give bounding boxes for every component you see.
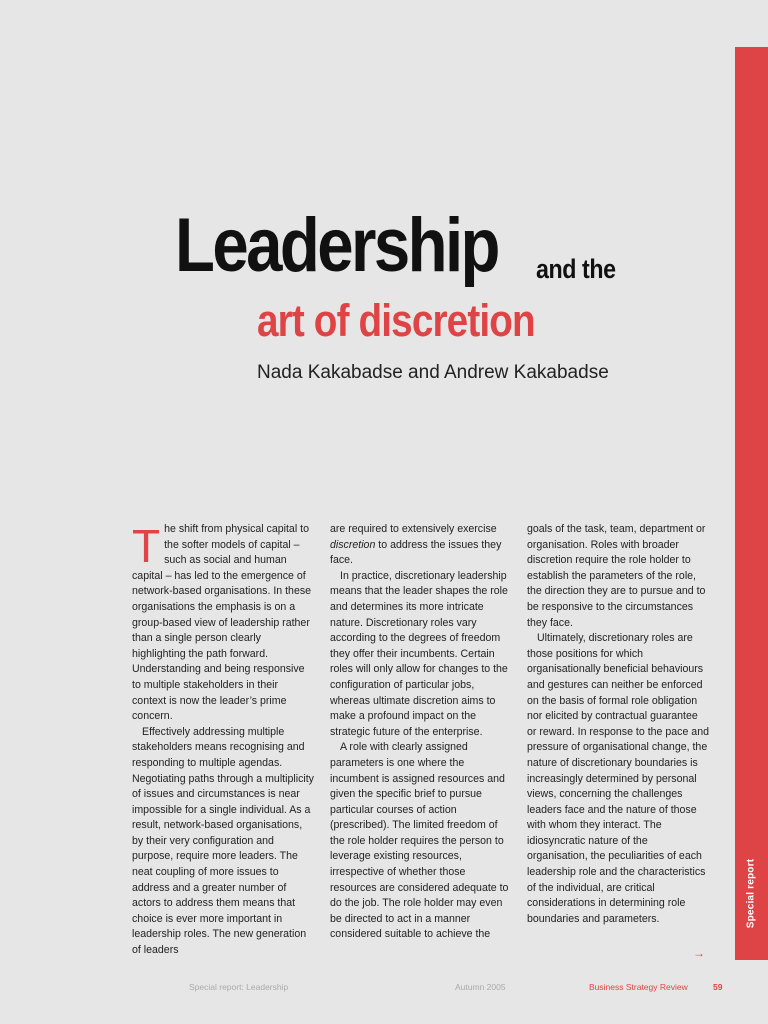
footer-section: Special report: Leadership — [189, 982, 289, 992]
emphasis-text: discretion — [330, 538, 376, 551]
text-column-2 — [330, 522, 512, 943]
article-title: Leadership — [175, 203, 498, 288]
paragraph: goals of the task, team, department or organisation. Roles with broader discretion require the role holder to establish the parameters of the role, the direction they are to pursue and to be responsive to the circumstances they face. — [527, 523, 706, 629]
text-column-3 — [527, 522, 709, 927]
footer-publication: Business Strategy Review — [589, 982, 688, 992]
paragraph: Effectively addressing multiple stakeholders means recognising and responding to multiple agendas. Negotiating paths through a multiplicity of issues and circumstances is near impossible for a single individual. As a result, network-based organisations, by their very configuration and purpose, require more leaders. The neat coupling of more issues to address and a greater number of actors to address them means that choice is ever more important in leadership roles. The new generation of leaders — [132, 725, 314, 957]
section-tab-label: Special report — [745, 858, 757, 928]
continue-arrow-icon: → — [693, 946, 705, 960]
paragraph — [132, 522, 314, 725]
title-block — [175, 203, 635, 288]
paragraph-text: he shift from physical capital to the softer models of capital – such as social and human capital – has led to the emergence of network-based organisations. In these organisations the emphasis is on a group-based view of leadership rather than a single person clearly highlighting the path forward. Understanding and being responsive to multiple stakeholders in their context is now the leader’s prime concern. — [132, 523, 312, 723]
footer-issue: Autumn 2005 — [455, 982, 506, 992]
article-title-tail: and the — [536, 254, 616, 284]
side-accent-bar — [735, 47, 768, 960]
paragraph: In practice, discretionary leadership means that the leader shapes the role and determines its more intricate nature. Discretionary roles vary according to the degrees of freedom they offer their incumbents. Certain roles will only allow for changes to the configuration of particular jobs, whereas ultimate discretion aims to make a profound impact on the strategic future of the enterprise. — [330, 569, 508, 738]
page-number: 59 — [713, 982, 723, 992]
text-column-1 — [132, 522, 314, 959]
paragraph-text: to address the issues they face. — [330, 538, 502, 567]
paragraph — [330, 522, 512, 569]
paragraph-text: are required to extensively exercise — [330, 523, 497, 535]
paragraph: A role with clearly assigned parameters is one where the incumbent is assigned resources and given the specific brief to pursue particular courses of action (prescribed). The limited freedom of the role holder requires the person to leverage existing resources, irrespective of whether those resources are considered adequate to do the job. The role holder may even be directed to act in a manner considered suitable to achieve the — [330, 741, 509, 941]
paragraph: Ultimately, discretionary roles are those positions for which organisationally beneficial behaviours and gestures can neither be enforced on the basis of formal role obligation nor elicited by contractual guarantee or reward. In response to the pace and pressure of organisational change, the nature of discretionary boundaries is increasingly determined by personal views, concerning the challenges leaders face and the nature of those with whom they interact. The idiosyncratic nature of the organisation, the peculiarities of each leadership role and the characteristics of the individual, are critical considerations in determining role boundaries and parameters. — [527, 632, 709, 925]
article-authors: Nada Kakabadse and Andrew Kakabadse — [257, 362, 609, 383]
article-subtitle: art of discretion — [257, 295, 535, 346]
section-tab — [736, 858, 766, 928]
drop-cap: T — [132, 520, 161, 572]
